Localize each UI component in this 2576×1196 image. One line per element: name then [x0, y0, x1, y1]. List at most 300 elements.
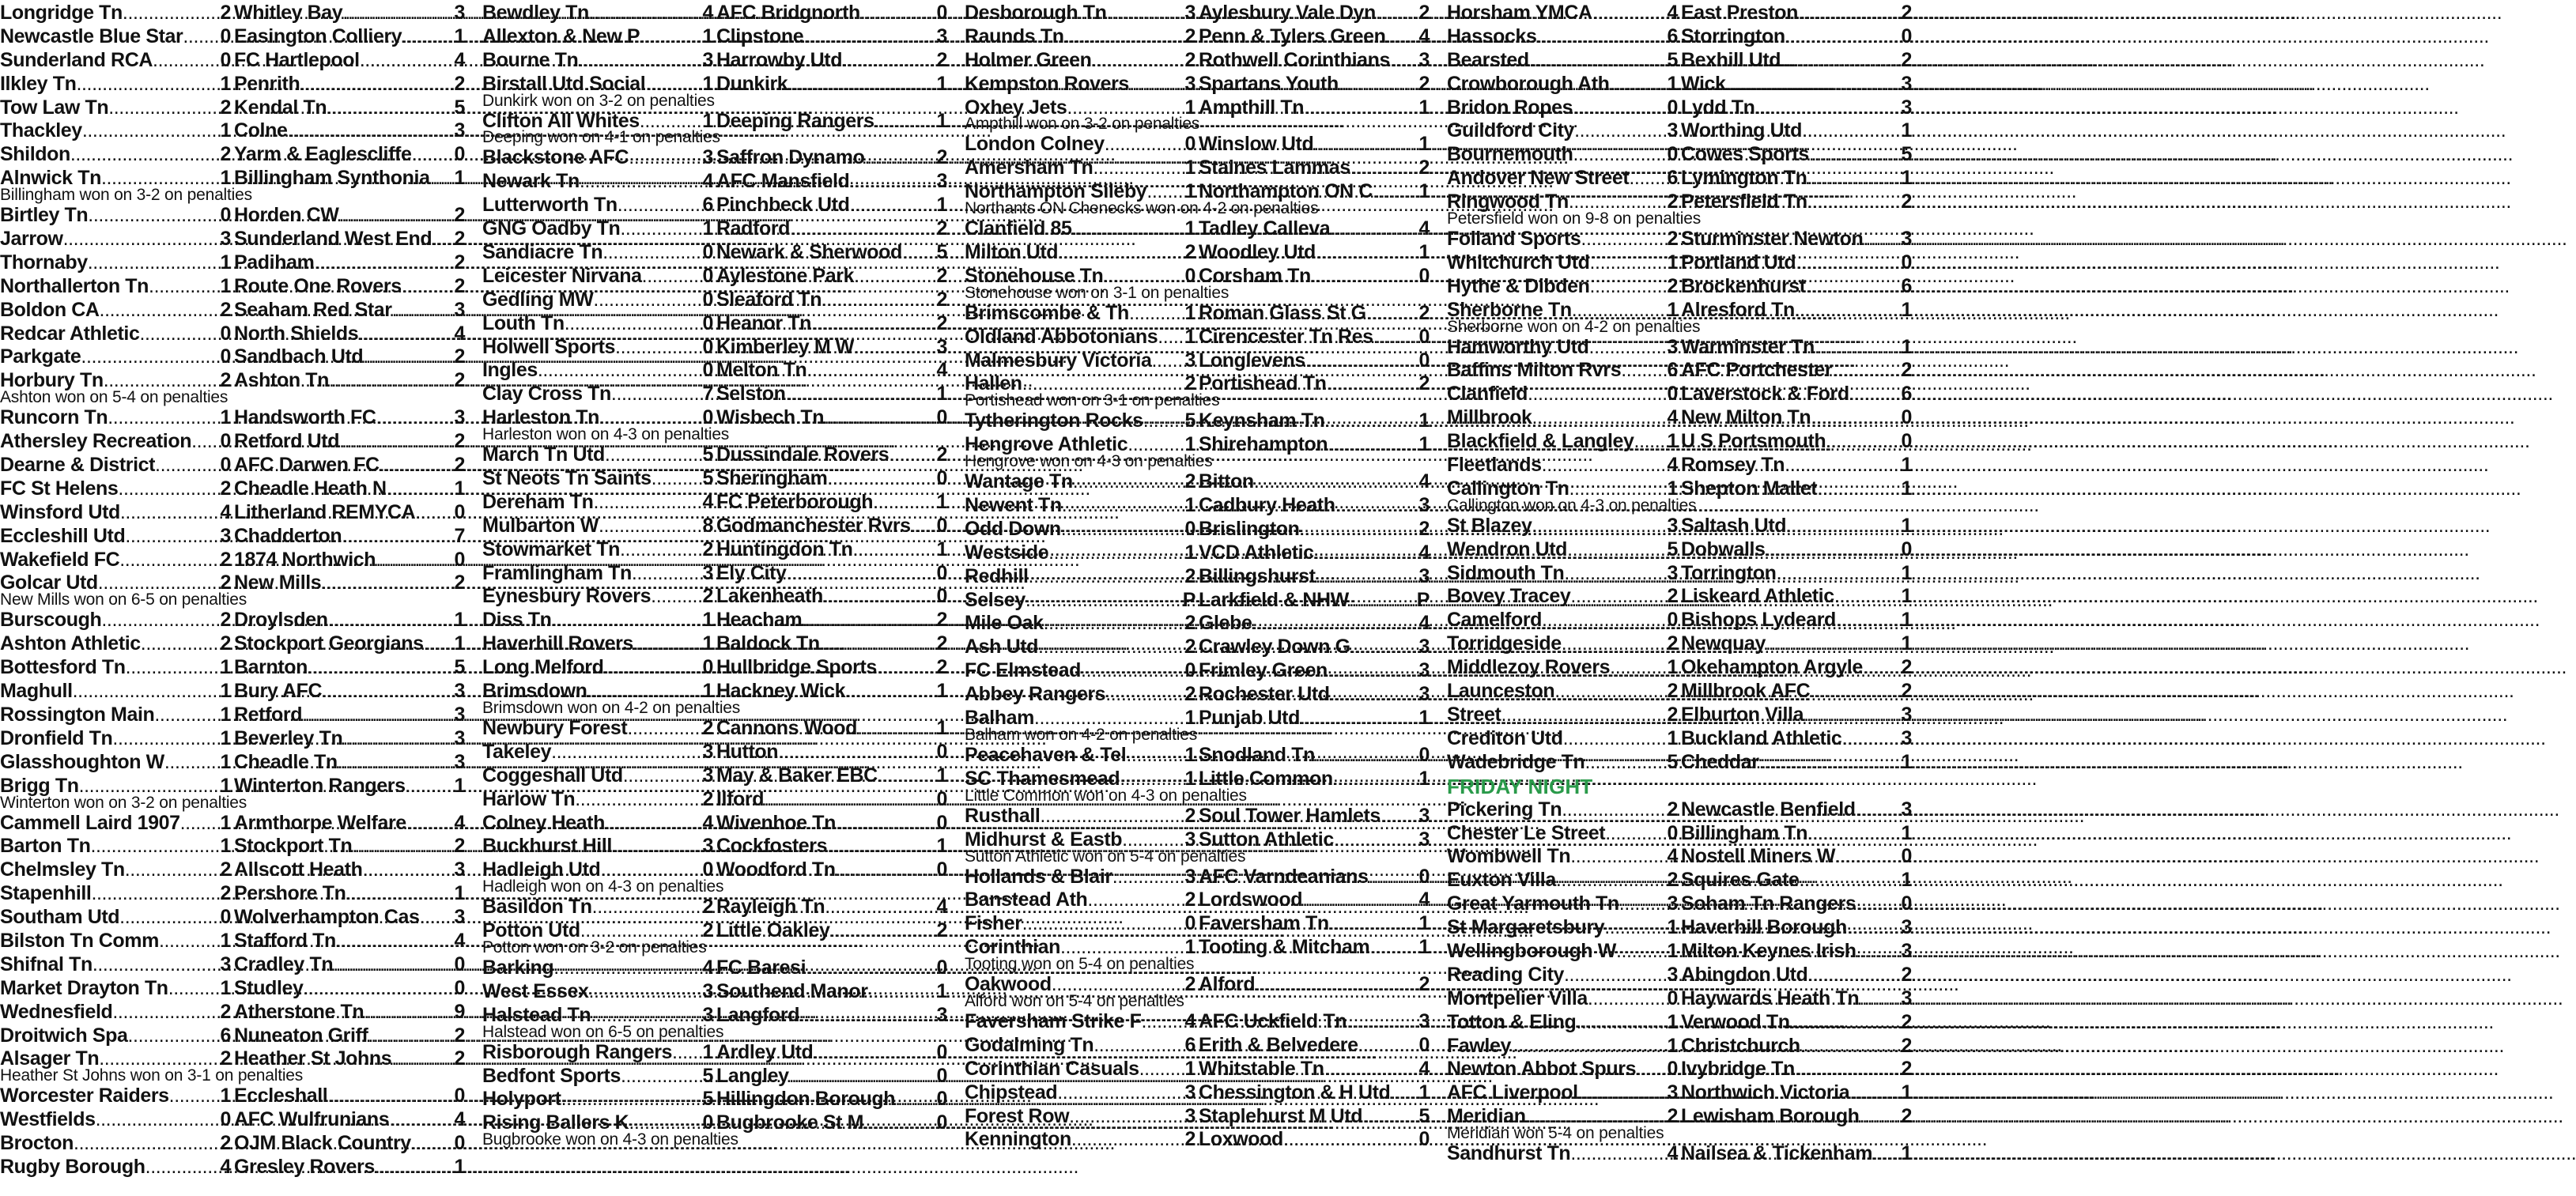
home-score: 1: [702, 1040, 713, 1063]
fixture-row: [482, 788, 947, 812]
away-score: 0: [936, 467, 947, 490]
dot-leader: [360, 49, 453, 73]
fixture: [0, 2, 465, 25]
away-team: Verwood Tn: [1681, 1010, 1790, 1033]
penalty-note: Winterton won on 3-2 on penalties: [0, 793, 247, 812]
fixture-row: [0, 251, 465, 275]
fixture: [0, 477, 465, 501]
fixture-row: [1447, 515, 1912, 538]
penalty-note: Dunkirk won on 3-2 on penalties: [482, 91, 715, 110]
away-score: 4: [936, 896, 947, 919]
dot-leader: [338, 751, 453, 775]
away-team: Melton Tn: [716, 359, 807, 382]
home-team: Brimsdown: [482, 680, 587, 703]
home-score: 1: [220, 656, 231, 679]
dot-leader: [1358, 1034, 1418, 1058]
fixture-row: [1447, 822, 1912, 846]
away-side: [716, 858, 947, 882]
home-team: Abbey Rangers: [965, 683, 1106, 706]
home-team: Alnwick Tn: [0, 167, 101, 190]
fixture: [965, 744, 1430, 768]
away-side: [716, 1088, 947, 1111]
dot-leader: [764, 788, 935, 812]
away-team: Litherland REMYCA: [234, 500, 416, 523]
away-score: 4: [454, 322, 465, 345]
away-team: Rochester Utd: [1199, 683, 1330, 706]
away-score: 0: [1418, 264, 1430, 287]
penalty-note: Potton won on 3-2 on penalties: [482, 938, 707, 956]
home-side: [482, 336, 713, 360]
away-score: 4: [1418, 541, 1430, 564]
home-team: Bottesford Tn: [0, 656, 126, 679]
home-score: 4: [1667, 2, 1678, 24]
fixture-row: [0, 835, 465, 858]
away-score: 0: [936, 740, 947, 763]
home-team: Northallerton Tn: [0, 274, 149, 297]
away-side: [1199, 25, 1430, 49]
away-score: 3: [936, 170, 947, 193]
away-team: Huntingdon Tn: [716, 538, 853, 560]
home-team: Hollands & Blair: [965, 865, 1112, 888]
home-side: [482, 194, 713, 217]
home-score: 2: [220, 572, 231, 594]
home-side: [0, 73, 231, 96]
away-score: 2: [454, 369, 465, 392]
home-team: Redhill: [965, 564, 1029, 587]
results-column-3: [965, 2, 1430, 1152]
fixture: [965, 973, 1430, 1010]
dot-leader: [889, 443, 935, 467]
fixture: [1447, 1081, 1912, 1105]
fixture-row: [965, 805, 1430, 828]
home-score: 3: [1667, 561, 1678, 584]
home-score: 3: [220, 228, 231, 251]
away-side: [1681, 987, 1912, 1011]
away-team: Winslow Utd: [1199, 133, 1314, 156]
home-team: Westfields: [0, 1108, 96, 1131]
fixture: [1447, 143, 1912, 167]
home-side: [0, 345, 231, 369]
away-side: [1681, 656, 1912, 680]
away-score: 2: [454, 345, 465, 368]
away-team: AFC Mansfield: [716, 170, 850, 193]
dot-leader: [1564, 562, 1665, 586]
dot-leader: [1859, 987, 1899, 1011]
fixture-row: [0, 1024, 465, 1048]
away-score: 2: [1901, 48, 1912, 71]
dot-leader: [1330, 683, 1418, 707]
away-team: AFC Portchester: [1681, 359, 1833, 382]
dot-leader: [1849, 1081, 1899, 1105]
fixture: [0, 49, 465, 73]
home-score: 3: [1184, 2, 1195, 24]
home-team: Newton Abbot Spurs: [1447, 1058, 1637, 1081]
home-score: 2: [1184, 973, 1195, 996]
home-score: 4: [1667, 1142, 1678, 1165]
fixture: [482, 858, 947, 896]
fixture-row: [0, 501, 465, 525]
home-score: 4: [220, 1155, 231, 1178]
home-score: 1: [702, 25, 713, 47]
dot-leader: [642, 265, 701, 289]
away-score: 2: [1418, 157, 1430, 179]
fixture-row: [482, 515, 947, 538]
away-side: [716, 1065, 947, 1088]
home-side: [0, 704, 231, 727]
away-team: Milton Keynes Irish: [1681, 939, 1856, 962]
results-column-1: [0, 2, 465, 1179]
away-side: [234, 930, 465, 953]
dot-leader: [1158, 326, 1183, 349]
away-score: 0: [936, 561, 947, 584]
fixture: [965, 133, 1430, 157]
home-team: Balham: [965, 707, 1034, 730]
away-team: Elburton Villa: [1681, 703, 1804, 726]
dot-leader: [836, 812, 935, 836]
away-score: 0: [1901, 892, 1912, 915]
away-score: 2: [454, 1024, 465, 1047]
home-side: [965, 1128, 1195, 1152]
fixture: [482, 241, 947, 265]
home-side: [0, 882, 231, 906]
away-team: Godmanchester Rvrs: [716, 514, 911, 537]
fixture: [482, 217, 947, 241]
away-side: [234, 656, 465, 680]
dot-leader: [1835, 845, 1899, 869]
fixture-row: [965, 1010, 1430, 1034]
home-team: Maghull: [0, 680, 73, 703]
home-score: 2: [1667, 274, 1678, 297]
fixture: [0, 204, 465, 228]
home-team: Ash Utd: [965, 636, 1039, 658]
home-score: 1: [220, 774, 231, 797]
fixture-row: [1447, 751, 1912, 775]
away-side: [1681, 585, 1912, 609]
fixture: [965, 265, 1430, 302]
fixture-row: [965, 349, 1430, 373]
home-team: Thornaby: [0, 251, 88, 274]
away-team: Frimley Green: [1199, 659, 1328, 682]
away-score: 1: [1901, 514, 1912, 537]
dot-leader: [1302, 889, 1417, 912]
fixture-row: [1447, 1081, 1912, 1105]
home-side: [1447, 1011, 1678, 1035]
fixture-row: [965, 133, 1430, 157]
away-team: Colne: [234, 119, 288, 142]
home-team: FC St Helens: [0, 477, 119, 500]
away-side: [716, 788, 947, 812]
away-team: Little Oakley: [716, 919, 830, 942]
fixture-row: [1447, 1142, 1912, 1166]
home-side: [0, 143, 231, 167]
away-team: Wick: [1681, 72, 1726, 95]
penalty-note: New Mills won on 6-5 on penalties: [0, 590, 247, 609]
fixture: [0, 930, 465, 953]
away-team: Dunkirk: [716, 72, 788, 95]
away-team: Pershore Tn: [234, 882, 346, 905]
home-side: [1447, 869, 1678, 892]
home-side: [0, 454, 231, 477]
dot-leader: [1800, 1035, 1900, 1058]
home-score: 3: [702, 48, 713, 71]
home-score: 3: [1667, 514, 1678, 537]
dot-leader: [803, 25, 935, 49]
fixture: [1447, 228, 1912, 251]
fixture-row: [1447, 892, 1912, 916]
away-side: [716, 656, 947, 680]
away-team: Heather St Johns: [234, 1047, 392, 1070]
away-team: Shirehampton: [1199, 433, 1328, 456]
dot-leader: [376, 406, 453, 430]
away-side: [1681, 359, 1912, 383]
dot-leader: [376, 549, 452, 572]
away-side: [1199, 589, 1430, 613]
home-score: 1: [702, 680, 713, 703]
fixture: [0, 25, 465, 49]
away-team: Winterton Rangers: [234, 774, 406, 797]
away-score: 2: [936, 264, 947, 287]
fixture-row: [0, 656, 465, 680]
dot-leader: [1385, 25, 1417, 49]
home-team: Market Drayton Tn: [0, 976, 168, 999]
dot-leader: [1610, 656, 1665, 680]
fixture-row: [0, 751, 465, 775]
home-score: 1: [1667, 72, 1678, 95]
dot-leader: [1863, 228, 1899, 251]
home-team: Blackstone AFC: [482, 146, 629, 169]
fixture-row: [1447, 167, 1912, 191]
away-side: [234, 204, 465, 228]
away-score: 0: [1418, 349, 1430, 372]
dot-leader: [1040, 805, 1183, 828]
away-score: 0: [1901, 430, 1912, 453]
away-team: Buckland Athletic: [1681, 726, 1842, 749]
fixture-row: [0, 858, 465, 882]
away-side: [1199, 96, 1430, 120]
dot-leader: [593, 491, 701, 515]
fixture: [1447, 299, 1912, 336]
away-side: [234, 49, 465, 73]
home-team: Andover New Street: [1447, 167, 1630, 190]
home-score: 3: [1667, 1081, 1678, 1104]
away-score: 1: [1901, 632, 1912, 655]
fixture: [1447, 336, 1912, 360]
dot-leader: [599, 515, 701, 538]
dot-leader: [857, 717, 935, 741]
home-team: Wellingborough W: [1447, 939, 1616, 962]
home-score: 0: [1184, 133, 1195, 156]
dot-leader: [119, 549, 218, 572]
away-team: AFC Bridgnorth: [716, 2, 860, 24]
away-score: 3: [1418, 494, 1430, 517]
home-team: Millbrook: [1447, 406, 1532, 429]
home-score: 6: [702, 194, 713, 217]
home-team: Haverhill Rovers: [482, 632, 633, 655]
away-side: [1681, 751, 1912, 775]
dot-leader: [652, 467, 701, 491]
fixture-row: [0, 299, 465, 323]
dot-leader: [1315, 744, 1418, 768]
fixture-row: [0, 96, 465, 120]
away-score: 0: [454, 143, 465, 166]
dot-leader: [108, 406, 218, 430]
dot-leader: [1529, 49, 1666, 73]
home-score: 2: [702, 919, 713, 942]
fixture: [482, 717, 947, 741]
away-score: 3: [454, 750, 465, 773]
away-score: 4: [454, 929, 465, 952]
home-team: Hengrove Athletic: [965, 433, 1128, 456]
away-side: [1681, 275, 1912, 299]
away-side: [234, 632, 465, 656]
home-score: 1: [1667, 298, 1678, 321]
fixture: [965, 433, 1430, 470]
dot-leader: [380, 454, 453, 477]
away-team: Loxwood: [1199, 1128, 1283, 1151]
home-team: Cammell Laird 1907: [0, 811, 180, 834]
home-score: 2: [1184, 612, 1195, 635]
away-score: 4: [1418, 1057, 1430, 1080]
section-heading: FRIDAY NIGHT: [1447, 774, 1593, 798]
away-side: [234, 858, 465, 882]
away-team: Nuneaton Griff: [234, 1024, 368, 1047]
home-score: 2: [220, 1000, 231, 1023]
home-side: [965, 1010, 1195, 1034]
away-side: [1681, 680, 1912, 704]
dot-leader: [1785, 454, 1899, 477]
home-team: Stonehouse Tn: [965, 264, 1104, 287]
home-side: [965, 589, 1195, 613]
fixture: [0, 656, 465, 680]
fixture-row: [482, 562, 947, 586]
dot-leader: [120, 501, 219, 525]
home-side: [482, 491, 713, 515]
home-team: Framlingham Tn: [482, 561, 632, 584]
away-score: 6: [1901, 383, 1912, 406]
away-team: Hutton: [716, 740, 779, 763]
away-score: 1: [1901, 335, 1912, 358]
away-side: [234, 323, 465, 346]
home-side: [482, 896, 713, 919]
dot-leader: [1795, 1058, 1900, 1081]
dot-leader: [1562, 632, 1666, 656]
dot-leader: [368, 1024, 452, 1048]
home-team: Brocton: [0, 1132, 74, 1155]
home-side: [0, 406, 231, 430]
dot-leader: [1605, 822, 1665, 846]
away-score: 1: [936, 194, 947, 217]
dot-leader: [126, 656, 219, 680]
away-score: 0: [454, 1085, 465, 1107]
dot-leader: [1038, 636, 1183, 659]
fixture: [965, 49, 1430, 73]
dot-leader: [1817, 477, 1899, 501]
away-score: 1: [1901, 561, 1912, 584]
away-score: 1: [454, 167, 465, 190]
fixture: [482, 1065, 947, 1088]
home-team: Blackfield & Langley: [1447, 430, 1634, 453]
home-score: 1: [220, 1085, 231, 1107]
away-score: 2: [1901, 1105, 1912, 1128]
fixture: [1447, 916, 1912, 940]
home-side: [965, 744, 1195, 768]
away-side: [1199, 302, 1430, 326]
away-side: [234, 1085, 465, 1108]
dot-leader: [339, 204, 453, 228]
away-score: 3: [1418, 564, 1430, 587]
home-team: Hamworthy Utd: [1447, 335, 1589, 358]
fixture: [482, 632, 947, 656]
home-score: 3: [702, 1003, 713, 1026]
fixture-row: [482, 812, 947, 836]
away-score: 3: [454, 298, 465, 321]
fixture: [965, 1034, 1430, 1058]
away-side: [234, 525, 465, 549]
home-side: [965, 805, 1195, 828]
home-team: Kennington: [965, 1128, 1071, 1151]
away-score: 2: [1901, 191, 1912, 213]
fixture: [0, 228, 465, 251]
dot-leader: [169, 1085, 219, 1108]
dot-leader: [1847, 916, 1900, 940]
away-score: 1: [1901, 821, 1912, 844]
fixture: [1447, 609, 1912, 632]
dot-leader: [627, 717, 701, 741]
home-side: [965, 326, 1195, 349]
dot-leader: [153, 49, 218, 73]
home-team: Ringwood Tn: [1447, 191, 1569, 213]
home-team: Crediton Utd: [1447, 726, 1563, 749]
dot-leader: [88, 251, 219, 275]
away-score: 5: [454, 656, 465, 679]
fixture: [0, 775, 465, 812]
home-team: Holyport: [482, 1088, 561, 1111]
dot-leader: [1532, 515, 1666, 538]
home-team: Midhurst & Eastb: [965, 828, 1123, 851]
home-team: Launceston: [1447, 680, 1555, 703]
home-score: 2: [1184, 804, 1195, 827]
away-team: Whitley Bay: [234, 2, 343, 24]
penalty-note: Bugbrooke won on 4-3 on penalties: [482, 1130, 738, 1149]
away-score: 2: [1901, 680, 1912, 703]
dot-leader: [375, 1156, 453, 1179]
away-side: [234, 906, 465, 930]
fixture-row: [0, 430, 465, 454]
away-score: 1: [1418, 707, 1430, 730]
dot-leader: [820, 632, 935, 656]
away-score: 3: [1901, 726, 1912, 749]
home-score: 2: [702, 716, 713, 739]
fixture-row: [1447, 680, 1912, 704]
dot-leader: [168, 977, 219, 1001]
home-team: Leicester Nirvana: [482, 264, 642, 287]
away-side: [1681, 406, 1912, 430]
dot-leader: [1347, 1010, 1417, 1034]
dot-leader: [1777, 562, 1900, 586]
away-side: [716, 194, 947, 217]
away-score: 2: [1901, 1010, 1912, 1033]
fixture: [482, 359, 947, 383]
dot-leader: [1362, 1105, 1417, 1129]
home-team: Street: [1447, 703, 1501, 726]
fixture: [0, 251, 465, 275]
away-score: 2: [454, 204, 465, 227]
away-side: [1681, 167, 1912, 191]
away-score: 2: [936, 609, 947, 632]
fixture-row: [1447, 704, 1912, 727]
dot-leader: [1061, 518, 1184, 541]
fixture-row: [965, 25, 1430, 49]
